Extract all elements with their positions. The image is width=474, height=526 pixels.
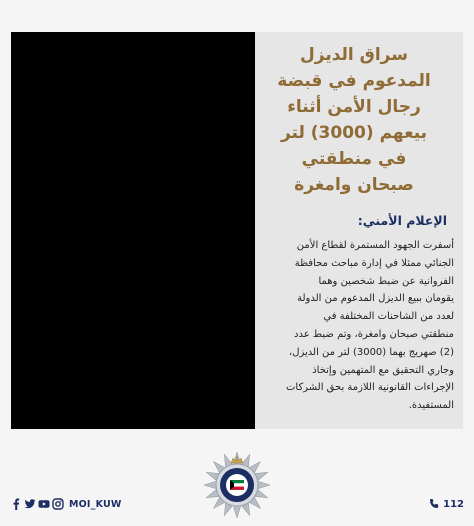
police-emblem xyxy=(197,448,277,518)
body-line: (2) صهريج بهما (3000) لتر من الديزل، xyxy=(288,346,454,358)
social-handle: MOI_KUW xyxy=(69,498,122,510)
body-line: الإجراءات القانونية اللازمة بحق الشركات xyxy=(285,382,454,394)
headline-line: في منطقتي xyxy=(301,149,407,169)
emergency-number: 112 xyxy=(443,498,464,510)
body-line: منطقتي صبحان وامغرة، وتم ضبط عدد xyxy=(294,328,454,340)
section-label: الإعلام الأمني: xyxy=(357,213,447,228)
phone-footer xyxy=(428,496,464,512)
headline-line: صبحان وامغرة xyxy=(294,175,414,195)
headline-line: المدعوم في قبضة xyxy=(277,71,431,91)
body-line: أسفرت الجهود المستمرة لقطاع الأمن xyxy=(296,240,454,251)
instagram-icon[interactable] xyxy=(52,498,64,510)
youtube-icon[interactable] xyxy=(38,498,50,510)
headline-line: رجال الأمن أثناء xyxy=(287,97,421,117)
photo-placeholder xyxy=(11,32,255,429)
body-line: وجاري التحقيق مع المتهمين وإتخاذ xyxy=(312,364,454,376)
phone-icon xyxy=(428,498,440,510)
twitter-icon[interactable] xyxy=(24,498,36,510)
headline-line: بيعهم (3000) لتر xyxy=(280,123,428,143)
body-line: الفروانية عن ضبط شخصين وهما xyxy=(318,275,454,287)
headline-line: سراق الديزل xyxy=(300,45,408,65)
text-panel xyxy=(255,32,463,429)
facebook-icon[interactable] xyxy=(10,498,22,510)
social-footer xyxy=(10,496,122,512)
article-body xyxy=(256,237,454,415)
body-line: المستفيدة. xyxy=(408,400,454,412)
headline xyxy=(261,42,447,198)
body-line: لعدد من الشاحنات المختلفة في xyxy=(323,311,454,323)
body-line: الجنائي ممثلا في إدارة مباحث محافظة xyxy=(294,257,454,269)
body-line: يقومان ببيع الديزل المدعوم من الدولة xyxy=(297,293,454,305)
